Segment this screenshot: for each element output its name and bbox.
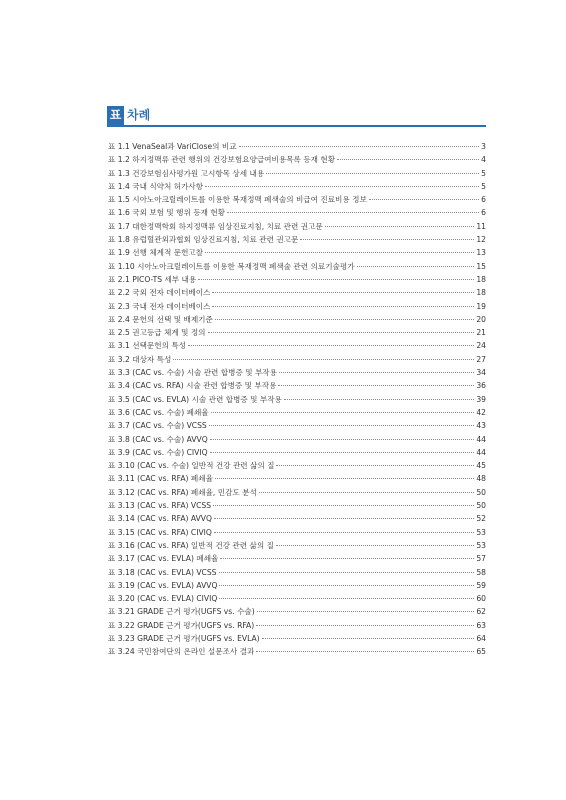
toc-entry-label: 표 3.12 (CAC vs. RFA) 폐쇄율, 민감도 분석: [108, 487, 257, 497]
toc-entry-label: 표 1.8 유럽혈관외과협회 임상진료지침, 치료 관련 권고문: [108, 235, 299, 245]
toc-entry-page: 58: [476, 567, 486, 577]
toc-entry[interactable]: [108, 419, 486, 432]
page-header: [107, 106, 486, 128]
toc-entry-label: 표 2.5 권고등급 체계 및 정의: [108, 328, 206, 338]
toc-dot-leader: [210, 439, 475, 440]
toc-entry-page: 6: [481, 195, 486, 205]
toc-entry-page: 18: [476, 274, 486, 284]
toc-entry-page: 52: [476, 514, 486, 524]
toc-entry[interactable]: [108, 645, 486, 658]
toc-dot-leader: [357, 266, 475, 267]
toc-entry-label: 표 3.9 (CAC vs. 수술) CIVIQ: [108, 447, 208, 457]
toc-entry[interactable]: [108, 339, 486, 352]
toc-entry-page: 11: [476, 221, 486, 231]
toc-entry-label: 표 3.15 (CAC vs. RFA) CIVIQ: [108, 527, 212, 537]
toc-dot-leader: [219, 598, 474, 599]
toc-entry[interactable]: [108, 220, 486, 233]
toc-entry[interactable]: [108, 233, 486, 246]
toc-entry-label: 표 1.2 하지정맥류 관련 행위의 건강보험요양급여비용목록 등재 현황: [108, 155, 336, 165]
toc-dot-leader: [278, 385, 474, 386]
toc-entry-label: 표 3.2 대상자 특성: [108, 354, 172, 364]
toc-entry-page: 64: [476, 633, 486, 643]
toc-dot-leader: [276, 545, 474, 546]
toc-entry-label: 표 2.2 국외 전자 데이터베이스: [108, 288, 211, 298]
toc-dot-leader: [212, 306, 474, 307]
toc-entry-label: 표 3.19 (CAC vs. EVLA) AVVQ: [108, 580, 218, 590]
toc-dot-leader: [210, 452, 475, 453]
toc-entry[interactable]: [108, 246, 486, 259]
toc-entry-label: 표 3.16 (CAC vs. RFA) 일반적 건강 관련 삶의 질: [108, 540, 274, 550]
toc-entry-page: 19: [476, 301, 486, 311]
toc-entry-label: 표 3.20 (CAC vs. EVLA) CIVIQ: [108, 594, 218, 604]
toc-entry-label: 표 3.10 (CAC vs. 수술) 일반적 건강 관련 삶의 질: [108, 461, 275, 471]
toc-entry-page: 27: [476, 354, 486, 364]
toc-entry-label: 표 3.24 국민참여단의 온라인 설문조사 결과: [108, 647, 255, 657]
toc-entry-label: 표 1.10 시아노아크릴레이트를 이용한 복재정맥 폐색술 관련 의료기술평가: [108, 261, 355, 271]
toc-entry-page: 48: [476, 474, 486, 484]
toc-entry[interactable]: [108, 446, 486, 459]
toc-entry[interactable]: [108, 313, 486, 326]
toc-entry-label: 표 3.8 (CAC vs. 수술) AVVQ: [108, 434, 208, 444]
toc-entry[interactable]: [108, 499, 486, 512]
toc-entry-page: 12: [476, 235, 486, 245]
toc-entry[interactable]: [108, 140, 486, 153]
toc-dot-leader: [300, 239, 474, 240]
toc-dot-leader: [173, 359, 474, 360]
toc-entry-label: 표 3.4 (CAC vs. RFA) 시술 관련 합병증 및 부작용: [108, 381, 277, 391]
toc-entry-page: 50: [476, 501, 486, 511]
toc-entry-label: 표 3.22 GRADE 근거 평가(UGFS vs. RFA): [108, 620, 255, 630]
toc-entry[interactable]: [108, 326, 486, 339]
toc-entry-page: 36: [476, 381, 486, 391]
toc-entry-label: 표 3.1 선택문헌의 특성: [108, 341, 187, 351]
toc-dot-leader: [284, 399, 474, 400]
toc-entry[interactable]: [108, 379, 486, 392]
toc-entry-page: 4: [481, 155, 486, 165]
toc-entry-page: 5: [481, 168, 486, 178]
toc-entry[interactable]: [108, 353, 486, 366]
toc-dot-leader: [219, 585, 474, 586]
toc-entry-page: 50: [476, 487, 486, 497]
toc-entry-label: 표 2.3 국내 전자 데이터베이스: [108, 301, 211, 311]
toc-dot-leader: [205, 252, 474, 253]
toc-dot-leader: [257, 611, 475, 612]
toc-dot-leader: [212, 292, 474, 293]
toc-dot-leader: [259, 492, 474, 493]
toc-entry[interactable]: [108, 552, 486, 565]
toc-dot-leader: [276, 465, 474, 466]
toc-entry-label: 표 2.1 PICO-TS 세부 내용: [108, 274, 197, 284]
toc-entry[interactable]: [108, 206, 486, 219]
toc-entry[interactable]: [108, 619, 486, 632]
toc-entry-label: 표 2.4 문헌의 선택 및 배제기준: [108, 314, 213, 324]
toc-entry-page: 39: [476, 394, 486, 404]
toc-entry-label: 표 3.14 (CAC vs. RFA) AVVQ: [108, 514, 212, 524]
toc-entry-page: 45: [476, 461, 486, 471]
toc-entry-label: 표 3.23 GRADE 근거 평가(UGFS vs. EVLA): [108, 633, 260, 643]
toc-entry-page: 3: [481, 142, 486, 151]
toc-entry[interactable]: [108, 632, 486, 645]
toc-entry[interactable]: [108, 433, 486, 446]
toc-entry-label: 표 1.6 국외 보험 및 행위 등재 현황: [108, 208, 225, 218]
toc-entry-page: 42: [476, 407, 486, 417]
toc-entry[interactable]: [108, 366, 486, 379]
toc-entry-label: 표 1.4 국내 식약처 허가사항: [108, 181, 204, 191]
toc-entry-page: 44: [476, 434, 486, 444]
toc-dot-leader: [227, 212, 479, 213]
toc-entry-label: 표 1.9 선행 체계적 문헌고찰: [108, 248, 204, 258]
toc-dot-leader: [188, 345, 474, 346]
toc-entry-page: 62: [476, 607, 486, 617]
toc-entry-label: 표 1.3 건강보험심사평가원 고시항목 상세 내용: [108, 168, 265, 178]
header-divider: [107, 125, 486, 127]
toc-dot-leader: [219, 572, 475, 573]
toc-entry-page: 65: [476, 647, 486, 657]
toc-entry[interactable]: [108, 393, 486, 406]
toc-dot-leader: [213, 505, 474, 506]
toc-entry-page: 15: [476, 261, 486, 271]
toc-dot-leader: [211, 412, 475, 413]
header-badge: 표: [107, 106, 124, 125]
toc-entry[interactable]: [108, 167, 486, 180]
toc-entry[interactable]: [108, 512, 486, 525]
toc-dot-leader: [220, 558, 474, 559]
toc-entry-page: 60: [476, 594, 486, 604]
toc-entry-label: 표 1.5 시아노아크릴레이트를 이용한 복재정맥 폐색술의 비급여 진료비용 정보: [108, 195, 367, 205]
toc-dot-leader: [337, 159, 479, 160]
toc-entry-page: 5: [481, 181, 486, 191]
toc-entry-page: 6: [481, 208, 486, 218]
toc-entry-label: 표 3.17 (CAC vs. EVLA) 폐쇄율: [108, 554, 219, 564]
toc-entry-label: 표 3.21 GRADE 근거 평가(UGFS vs. 수술): [108, 607, 255, 617]
toc-dot-leader: [214, 518, 474, 519]
toc-entry-page: 63: [476, 620, 486, 630]
toc-entry-label: 표 3.13 (CAC vs. RFA) VCSS: [108, 501, 212, 511]
toc-dot-leader: [205, 186, 479, 187]
toc-entry-label: 표 3.3 (CAC vs. 수술) 시술 관련 합병증 및 부작용: [108, 368, 277, 378]
toc-entry-page: 13: [476, 248, 486, 258]
toc-entry[interactable]: [108, 180, 486, 193]
toc-entry[interactable]: [108, 566, 486, 579]
toc-entry[interactable]: [108, 260, 486, 273]
toc-entry-label: 표 1.1 VenaSeal과 VariClose의 비교: [108, 142, 237, 151]
toc-entry[interactable]: [108, 605, 486, 618]
page-title: 차례: [127, 108, 151, 122]
toc-dot-leader: [369, 199, 479, 200]
toc-entry-label: 표 3.5 (CAC vs. EVLA) 시술 관련 합병증 및 부작용: [108, 394, 282, 404]
toc-dot-leader: [262, 638, 475, 639]
toc-dot-leader: [208, 332, 475, 333]
toc-entry[interactable]: [108, 579, 486, 592]
toc-dot-leader: [279, 372, 474, 373]
toc-entry[interactable]: [108, 273, 486, 286]
toc-entry[interactable]: [108, 406, 486, 419]
toc-dot-leader: [214, 532, 474, 533]
toc-entry-label: 표 3.18 (CAC vs. EVLA) VCSS: [108, 567, 217, 577]
toc-entry[interactable]: [108, 472, 486, 485]
toc-entry[interactable]: [108, 459, 486, 472]
toc-dot-leader: [256, 625, 474, 626]
table-of-contents: [108, 140, 486, 659]
toc-entry[interactable]: [108, 286, 486, 299]
toc-entry-page: 59: [476, 580, 486, 590]
toc-dot-leader: [198, 279, 474, 280]
toc-entry-page: 53: [476, 540, 486, 550]
toc-entry[interactable]: [108, 153, 486, 166]
toc-entry-label: 표 3.6 (CAC vs. 수술) 폐쇄율: [108, 407, 209, 417]
toc-entry[interactable]: [108, 300, 486, 313]
toc-entry[interactable]: [108, 592, 486, 605]
toc-entry-page: 34: [476, 368, 486, 378]
toc-entry[interactable]: [108, 526, 486, 539]
toc-dot-leader: [256, 651, 474, 652]
toc-entry-page: 53: [476, 527, 486, 537]
toc-entry-page: 18: [476, 288, 486, 298]
toc-entry-label: 표 3.7 (CAC vs. 수술) VCSS: [108, 421, 207, 431]
toc-entry-label: 표 3.11 (CAC vs. RFA) 폐쇄율: [108, 474, 213, 484]
toc-entry-page: 24: [476, 341, 486, 351]
toc-dot-leader: [215, 319, 474, 320]
toc-entry[interactable]: [108, 486, 486, 499]
toc-entry-page: 43: [476, 421, 486, 431]
toc-entry-page: 44: [476, 447, 486, 457]
toc-entry-page: 20: [476, 314, 486, 324]
toc-dot-leader: [325, 226, 475, 227]
toc-entry[interactable]: [108, 193, 486, 206]
toc-dot-leader: [266, 173, 479, 174]
toc-dot-leader: [215, 478, 474, 479]
toc-entry-label: 표 1.7 대한정맥학회 하지정맥류 임상진료지침, 치료 관련 권고문: [108, 221, 323, 231]
toc-dot-leader: [209, 425, 475, 426]
toc-dot-leader: [239, 146, 480, 147]
toc-entry[interactable]: [108, 539, 486, 552]
toc-entry-page: 57: [476, 554, 486, 564]
toc-entry-page: 21: [476, 328, 486, 338]
